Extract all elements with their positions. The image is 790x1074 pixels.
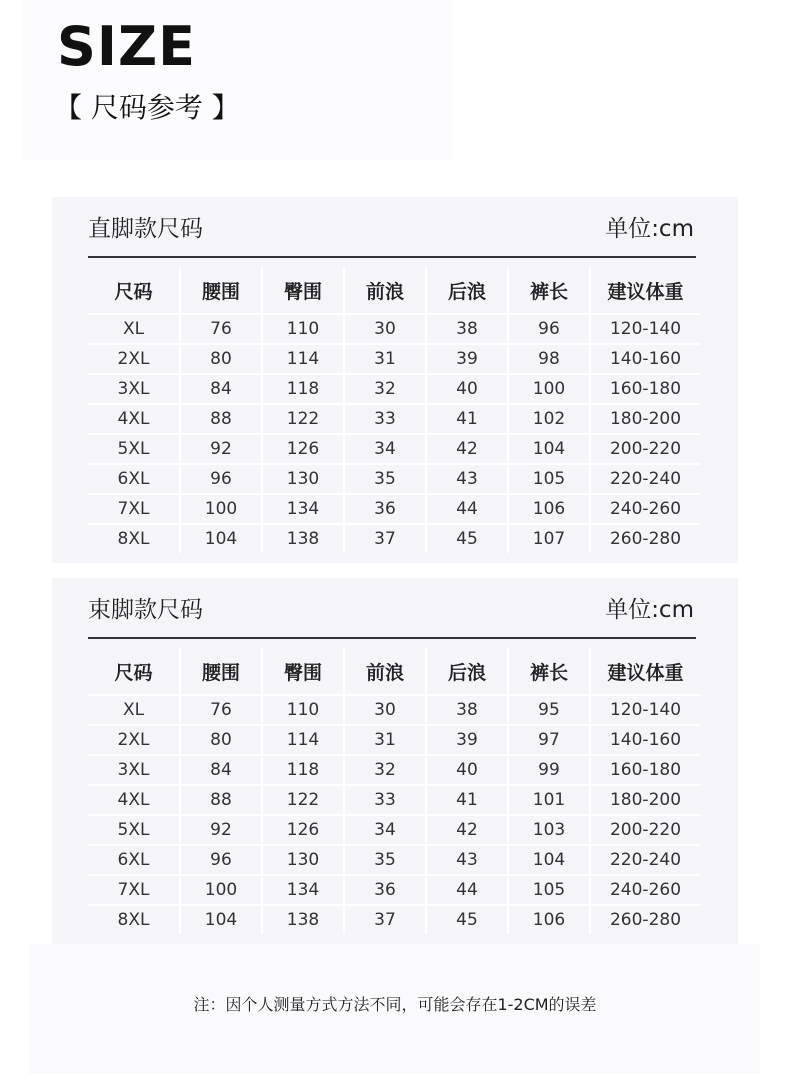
table-cell: 104 bbox=[180, 524, 262, 553]
column-header: 后浪 bbox=[426, 648, 508, 695]
table-cell: 220-240 bbox=[590, 464, 700, 494]
table-cell: 104 bbox=[508, 434, 590, 464]
table-cell: 220-240 bbox=[590, 845, 700, 875]
table-row bbox=[88, 434, 700, 464]
table-cell: 2XL bbox=[88, 344, 180, 374]
table-header-row bbox=[88, 267, 700, 314]
table-cell: 138 bbox=[262, 524, 344, 553]
table-cell: 39 bbox=[426, 344, 508, 374]
table-cell: 6XL bbox=[88, 464, 180, 494]
table-cell: 99 bbox=[508, 755, 590, 785]
table-cell: 160-180 bbox=[590, 755, 700, 785]
table-cell: 40 bbox=[426, 755, 508, 785]
table-cell: 95 bbox=[508, 695, 590, 725]
column-header: 裤长 bbox=[508, 648, 590, 695]
table-cell: 122 bbox=[262, 785, 344, 815]
table-cell: XL bbox=[88, 314, 180, 344]
table-cell: 38 bbox=[426, 314, 508, 344]
table-row bbox=[88, 725, 700, 755]
table-cell: 37 bbox=[344, 524, 426, 553]
table-cell: 200-220 bbox=[590, 434, 700, 464]
table-cell: 138 bbox=[262, 905, 344, 934]
table-row bbox=[88, 755, 700, 785]
column-header: 腰围 bbox=[180, 267, 262, 314]
table-cell: 134 bbox=[262, 875, 344, 905]
unit-label: 单位:cm bbox=[605, 597, 694, 623]
table-cell: 84 bbox=[180, 374, 262, 404]
table-cell: 33 bbox=[344, 785, 426, 815]
table-cell: 31 bbox=[344, 725, 426, 755]
unit-label: 单位:cm bbox=[605, 216, 694, 242]
table-cell: 120-140 bbox=[590, 695, 700, 725]
table-cell: 96 bbox=[180, 845, 262, 875]
table-cell: 43 bbox=[426, 464, 508, 494]
measurement-note: 注：因个人测量方式方法不同，可能会存在1-2CM的误差 bbox=[193, 995, 597, 1014]
size-table bbox=[88, 648, 700, 934]
card-title: 直脚款尺码 bbox=[88, 216, 203, 242]
table-cell: 8XL bbox=[88, 905, 180, 934]
table-cell: 32 bbox=[344, 374, 426, 404]
table-cell: 30 bbox=[344, 695, 426, 725]
table-header-row bbox=[88, 648, 700, 695]
table-cell: 101 bbox=[508, 785, 590, 815]
table-cell: XL bbox=[88, 695, 180, 725]
column-header: 尺码 bbox=[88, 267, 180, 314]
table-cell: 7XL bbox=[88, 494, 180, 524]
table-cell: 140-160 bbox=[590, 344, 700, 374]
table-cell: 4XL bbox=[88, 404, 180, 434]
table-cell: 32 bbox=[344, 755, 426, 785]
table-cell: 76 bbox=[180, 695, 262, 725]
table-cell: 7XL bbox=[88, 875, 180, 905]
table-cell: 5XL bbox=[88, 815, 180, 845]
table-cell: 103 bbox=[508, 815, 590, 845]
table-cell: 41 bbox=[426, 785, 508, 815]
table-cell: 104 bbox=[508, 845, 590, 875]
table-cell: 106 bbox=[508, 905, 590, 934]
table-cell: 96 bbox=[180, 464, 262, 494]
table-cell: 120-140 bbox=[590, 314, 700, 344]
table-cell: 41 bbox=[426, 404, 508, 434]
table-cell: 200-220 bbox=[590, 815, 700, 845]
table-cell: 105 bbox=[508, 875, 590, 905]
divider bbox=[88, 256, 696, 258]
table-cell: 92 bbox=[180, 434, 262, 464]
table-row bbox=[88, 404, 700, 434]
table-row bbox=[88, 314, 700, 344]
column-header: 臀围 bbox=[262, 648, 344, 695]
table-cell: 104 bbox=[180, 905, 262, 934]
table-cell: 30 bbox=[344, 314, 426, 344]
table-cell: 36 bbox=[344, 875, 426, 905]
table-cell: 240-260 bbox=[590, 875, 700, 905]
column-header: 建议体重 bbox=[590, 648, 700, 695]
table-cell: 105 bbox=[508, 464, 590, 494]
column-header: 尺码 bbox=[88, 648, 180, 695]
table-row bbox=[88, 494, 700, 524]
table-cell: 88 bbox=[180, 404, 262, 434]
table-cell: 39 bbox=[426, 725, 508, 755]
table-cell: 260-280 bbox=[609, 910, 682, 930]
table-row bbox=[88, 344, 700, 374]
table-cell: 88 bbox=[180, 785, 262, 815]
table-cell: 130 bbox=[262, 464, 344, 494]
table-cell: 42 bbox=[426, 434, 508, 464]
column-header: 裤长 bbox=[508, 267, 590, 314]
table-cell: 100 bbox=[508, 374, 590, 404]
card-title: 束脚款尺码 bbox=[88, 597, 203, 623]
table-cell: 6XL bbox=[88, 845, 180, 875]
table-cell: 118 bbox=[262, 374, 344, 404]
table-cell: 76 bbox=[180, 314, 262, 344]
table-cell: 130 bbox=[262, 845, 344, 875]
table-row bbox=[88, 875, 700, 905]
table-row bbox=[88, 905, 700, 934]
table-cell: 96 bbox=[508, 314, 590, 344]
table-cell: 42 bbox=[426, 815, 508, 845]
table-cell: 35 bbox=[344, 845, 426, 875]
page-title: SIZE bbox=[57, 15, 197, 78]
table-cell: 80 bbox=[180, 344, 262, 374]
table-cell: 38 bbox=[426, 695, 508, 725]
column-header: 前浪 bbox=[344, 648, 426, 695]
table-cell: 118 bbox=[262, 755, 344, 785]
table-cell: 84 bbox=[180, 755, 262, 785]
size-table bbox=[88, 267, 700, 553]
table-cell: 180-200 bbox=[590, 404, 700, 434]
table-cell: 45 bbox=[426, 524, 508, 553]
table-cell: 180-200 bbox=[590, 785, 700, 815]
table-row bbox=[88, 374, 700, 404]
tapered-leg-size-card bbox=[52, 578, 738, 944]
table-cell: 31 bbox=[344, 344, 426, 374]
table-cell: 260-280 bbox=[609, 529, 682, 549]
table-row bbox=[88, 695, 700, 725]
table-row bbox=[88, 815, 700, 845]
table-row bbox=[88, 785, 700, 815]
table-row bbox=[88, 524, 700, 553]
table-row bbox=[88, 464, 700, 494]
table-cell: 40 bbox=[426, 374, 508, 404]
table-cell: 107 bbox=[508, 524, 590, 553]
table-cell: 36 bbox=[344, 494, 426, 524]
table-cell: 140-160 bbox=[590, 725, 700, 755]
table-cell: 160-180 bbox=[590, 374, 700, 404]
table-cell: 44 bbox=[426, 875, 508, 905]
table-cell: 126 bbox=[262, 815, 344, 845]
page-subtitle: 【 尺码参考 】 bbox=[54, 91, 240, 124]
straight-leg-size-card bbox=[52, 197, 738, 563]
table-row bbox=[88, 845, 700, 875]
table-cell: 43 bbox=[426, 845, 508, 875]
table-cell: 240-260 bbox=[590, 494, 700, 524]
divider bbox=[88, 637, 696, 639]
table-cell: 110 bbox=[262, 695, 344, 725]
table-cell: 102 bbox=[508, 404, 590, 434]
table-cell: 106 bbox=[508, 494, 590, 524]
column-header: 腰围 bbox=[180, 648, 262, 695]
table-cell: 98 bbox=[508, 344, 590, 374]
table-cell: 34 bbox=[344, 815, 426, 845]
table-cell: 100 bbox=[180, 875, 262, 905]
table-cell: 33 bbox=[344, 404, 426, 434]
table-cell: 4XL bbox=[88, 785, 180, 815]
table-cell: 34 bbox=[344, 434, 426, 464]
table-cell: 44 bbox=[426, 494, 508, 524]
column-header: 臀围 bbox=[262, 267, 344, 314]
table-cell: 3XL bbox=[88, 755, 180, 785]
table-cell: 35 bbox=[344, 464, 426, 494]
table-cell: 2XL bbox=[88, 725, 180, 755]
table-cell: 97 bbox=[508, 725, 590, 755]
column-header: 后浪 bbox=[426, 267, 508, 314]
table-cell: 114 bbox=[262, 344, 344, 374]
table-cell: 110 bbox=[262, 314, 344, 344]
table-cell: 8XL bbox=[88, 524, 180, 553]
table-cell: 114 bbox=[262, 725, 344, 755]
column-header: 建议体重 bbox=[590, 267, 700, 314]
table-cell: 122 bbox=[262, 404, 344, 434]
table-cell: 134 bbox=[262, 494, 344, 524]
column-header: 前浪 bbox=[344, 267, 426, 314]
table-cell: 126 bbox=[262, 434, 344, 464]
table-cell: 3XL bbox=[88, 374, 180, 404]
table-cell: 5XL bbox=[88, 434, 180, 464]
table-cell: 45 bbox=[426, 905, 508, 934]
table-cell: 92 bbox=[180, 815, 262, 845]
table-cell: 100 bbox=[180, 494, 262, 524]
table-cell: 80 bbox=[180, 725, 262, 755]
table-cell: 37 bbox=[344, 905, 426, 934]
